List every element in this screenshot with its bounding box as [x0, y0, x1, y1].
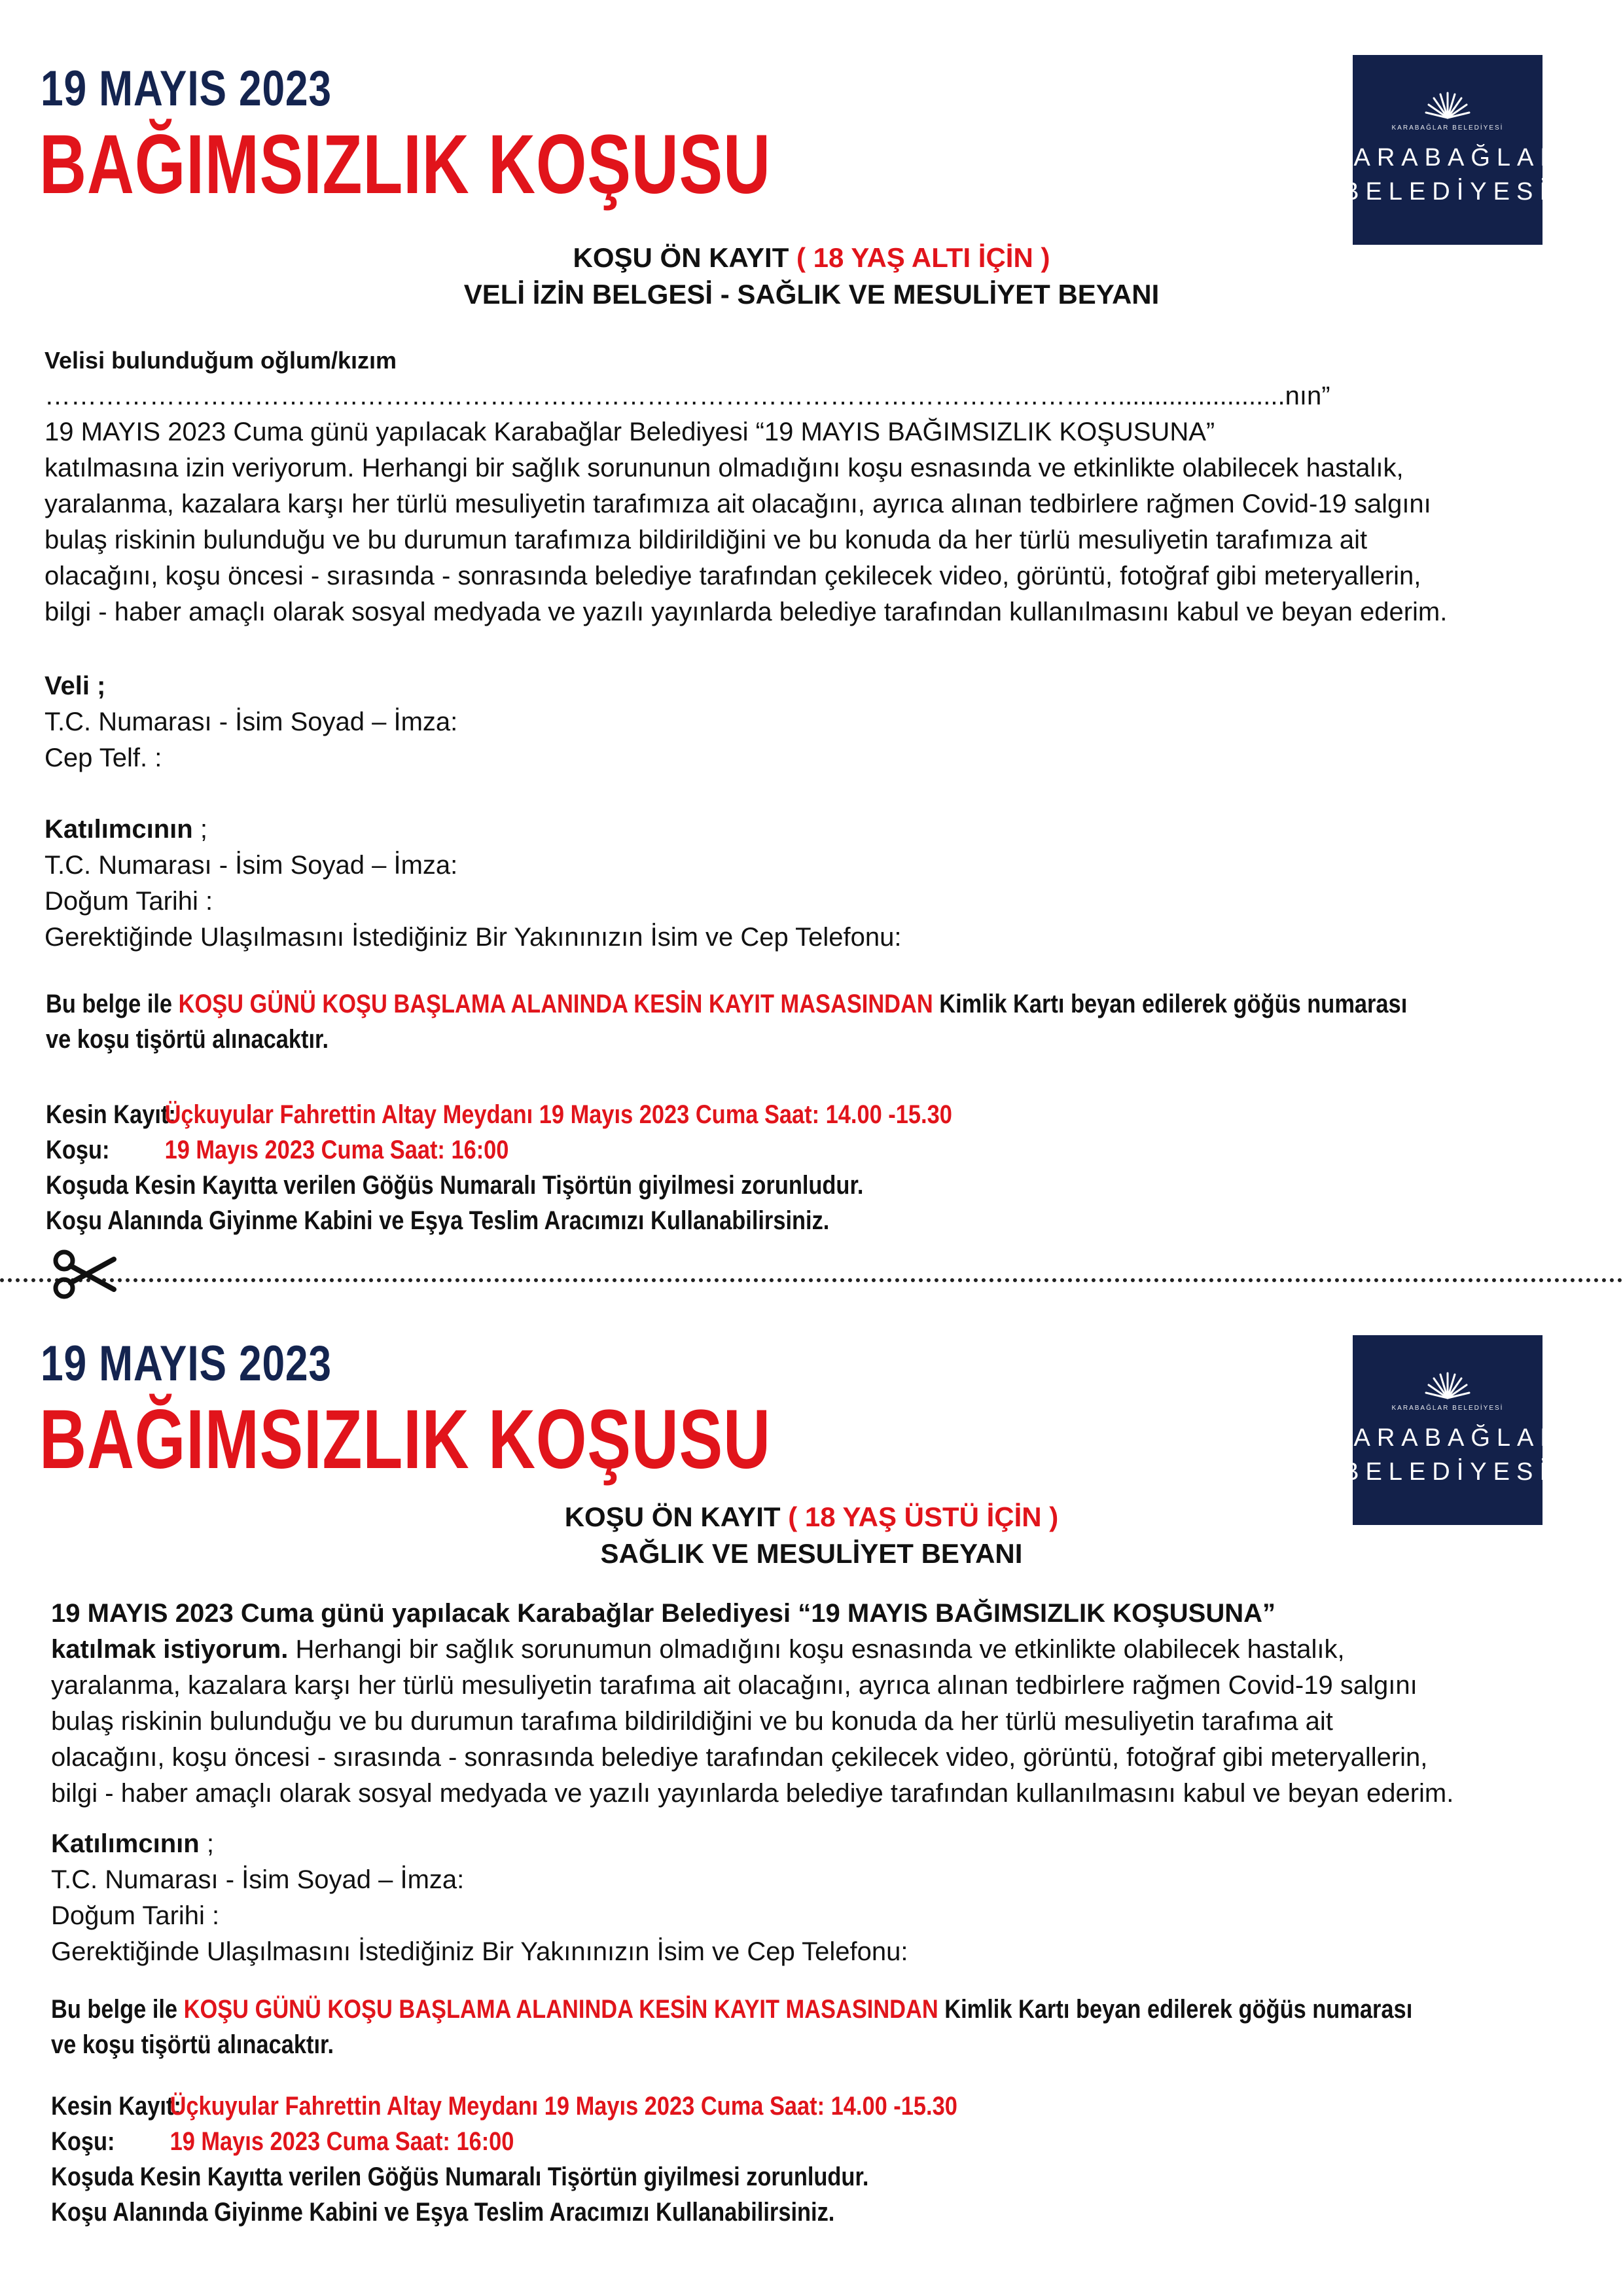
logo-small-text: KARABAĞLAR BELEDİYESİ: [1391, 1405, 1504, 1412]
karabaglar-logo-2: [1330, 1335, 1565, 1525]
emergency-contact-field: Gerektiğinde Ulaşılmasını İstediğiniz Bir Yakınınızın İsim ve Cep Telefonu:: [51, 1937, 908, 1966]
emergency-contact-field: Gerektiğinde Ulaşılmasını İstediğiniz Bir Yakınınızın İsim ve Cep Telefonu:: [45, 923, 902, 952]
name-blank-line: …………………………………………………………………………………………………………….......................nın”: [45, 382, 1330, 410]
event-title: BAĞIMSIZLIK KOŞUSU: [39, 118, 771, 211]
schedule-info-2: Kesin Kayıt: Üçkuyular Fahrettin Altay Meydanı 19 Mayıs 2023 Cuma Saat: 14.00 -15.30 Koşu: 19 Mayıs 2023 Cuma Saat: 16:00 Koşuda Kesin Kayıtta verilen Göğüs Numaralı Tişörtün giyilmesi zorunludur. Koşu Alanında Giyinme Kabini ve Eşya Teslim Aracımızı Kullanabilirsiniz.: [51, 2092, 957, 2227]
logo-name: KARABAĞLAR BELEDİYESİ: [1330, 144, 1565, 206]
birthdate-field: Doğum Tarihi :: [45, 887, 213, 916]
registration-notice-2: Bu belge ile KOŞU GÜNÜ KOŞU BAŞLAMA ALANINDA KESİN KAYIT MASASINDAN Kimlik Kartı beyan edilerek göğüs numarası ve koşu tişörtü alınacaktır.: [51, 1995, 1413, 2059]
cut-line: [0, 1278, 1623, 1282]
participant-info: Katılımcının ; T.C. Numarası - İsim Soyad – İmza: Doğum Tarihi : Gerektiğinde Ulaşılmasını İstediğiniz Bir Yakınınızın İsim ve Cep Telefonu:: [45, 812, 902, 956]
event-date-2: 19 MAYIS 2023: [41, 1336, 332, 1391]
form-heading-2: KOŞU ÖN KAYIT ( 18 YAŞ ÜSTÜ İÇİN ) SAĞLIK VE MESULİYET BEYANI: [564, 1501, 1059, 1569]
sunburst-icon: [1425, 89, 1471, 119]
sunburst-icon: [1425, 1369, 1471, 1399]
karabaglar-logo: [1330, 55, 1565, 245]
parent-phone-field: Cep Telf. :: [45, 744, 162, 772]
logo-small-text: KARABAĞLAR BELEDİYESİ: [1391, 124, 1504, 132]
form-heading: KOŞU ÖN KAYIT ( 18 YAŞ ALTI İÇİN ) VELİ İZİN BELGESİ - SAĞLIK VE MESULİYET BEYANI: [463, 242, 1160, 310]
parent-info: Veli ; T.C. Numarası - İsim Soyad – İmza: Cep Telf. :: [45, 668, 457, 776]
logo-name: KARABAĞLAR BELEDİYESİ: [1330, 1424, 1565, 1486]
scissors-icon: [51, 1247, 116, 1301]
birthdate-field: Doğum Tarihi :: [51, 1901, 220, 1930]
schedule-info: Kesin Kayıt: Üçkuyular Fahrettin Altay Meydanı 19 Mayıs 2023 Cuma Saat: 14.00 -15.30 Koşu: 19 Mayıs 2023 Cuma Saat: 16:00 Koşuda Kesin Kayıtta verilen Göğüs Numaralı Tişörtün giyilmesi zorunludur. Koşu Alanında Giyinme Kabini ve Eşya Teslim Aracımızı Kullanabilirsiniz.: [46, 1100, 952, 1235]
participant-info-2: Katılımcının ; T.C. Numarası - İsim Soyad – İmza: Doğum Tarihi : Gerektiğinde Ulaşılmasını İstediğiniz Bir Yakınınızın İsim ve Cep Telefonu:: [51, 1826, 908, 1970]
participant-id-field: T.C. Numarası - İsim Soyad – İmza:: [51, 1865, 465, 1894]
intro-line: Velisi bulunduğum oğlum/kızım: [45, 347, 397, 374]
registration-notice: Bu belge ile KOŞU GÜNÜ KOŞU BAŞLAMA ALANINDA KESİN KAYIT MASASINDAN Kimlik Kartı beyan edilerek göğüs numarası ve koşu tişörtü alınacaktır.: [46, 990, 1408, 1054]
event-date: 19 MAYIS 2023: [41, 61, 332, 117]
consent-paragraph-2: 19 MAYIS 2023 Cuma günü yapılacak Karabağlar Belediyesi “19 MAYIS BAĞIMSIZLIK KOŞUSUNA” katılmak istiyorum. Herhangi bir sağlık sorunumun olmadığını koşu esnasında ve etkinlikte olabilecek hastalık, yaralanma, kazalara karşı her türlü mesuliyetin tarafıma ait olacağını, ayrıca alınan tedbirlere rağmen Covid-19 salgını bulaş riskinin bulunduğu ve bu durumun tarafıma bildirildiğini ve bu konuda da her türlü mesuliyetin tarafıma ait olacağını, koşu öncesi - sırasında - sonrasında belediye tarafından çekilecek video, görüntü, fotoğraf gibi meteryallerin, bilgi - haber amaçlı olarak sosyal medyada ve yazılı yayınlarda belediye tarafından kullanılmasını kabul ve beyan ederim.: [51, 1599, 1454, 1808]
parent-id-field: T.C. Numarası - İsim Soyad – İmza:: [45, 708, 458, 736]
participant-id-field: T.C. Numarası - İsim Soyad – İmza:: [45, 851, 458, 880]
consent-paragraph: Velisi bulunduğum oğlum/kızım …………………………………………………………………………………………………………….......................nın” 19 MAYIS 2023 Cuma günü yapılacak Karabağlar Belediyesi “19 MAYIS BAĞIMSIZLIK KOŞUSUNA” katılmasına izin veriyorum. Herhangi bir sağlık sorununun olmadığını koşu esnasında ve etkinlikte olabilecek hastalık, yaralanma, kazalara karşı her türlü mesuliyetin tarafımıza ait olacağını, ayrıca alınan tedbirlere rağmen Covid-19 salgını bulaş riskinin bulunduğu ve bu durumun tarafımıza bildirildiğini ve bu konuda da her türlü mesuliyetin tarafımıza ait olacağını, koşu öncesi - sırasında - sonrasında belediye tarafından çekilecek video, görüntü, fotoğraf gibi meteryallerin, bilgi - haber amaçlı olarak sosyal medyada ve yazılı yayınlarda belediye tarafından kullanılmasını kabul ve beyan ederim.: [45, 342, 1447, 630]
event-title-2: BAĞIMSIZLIK KOŞUSU: [39, 1393, 771, 1486]
